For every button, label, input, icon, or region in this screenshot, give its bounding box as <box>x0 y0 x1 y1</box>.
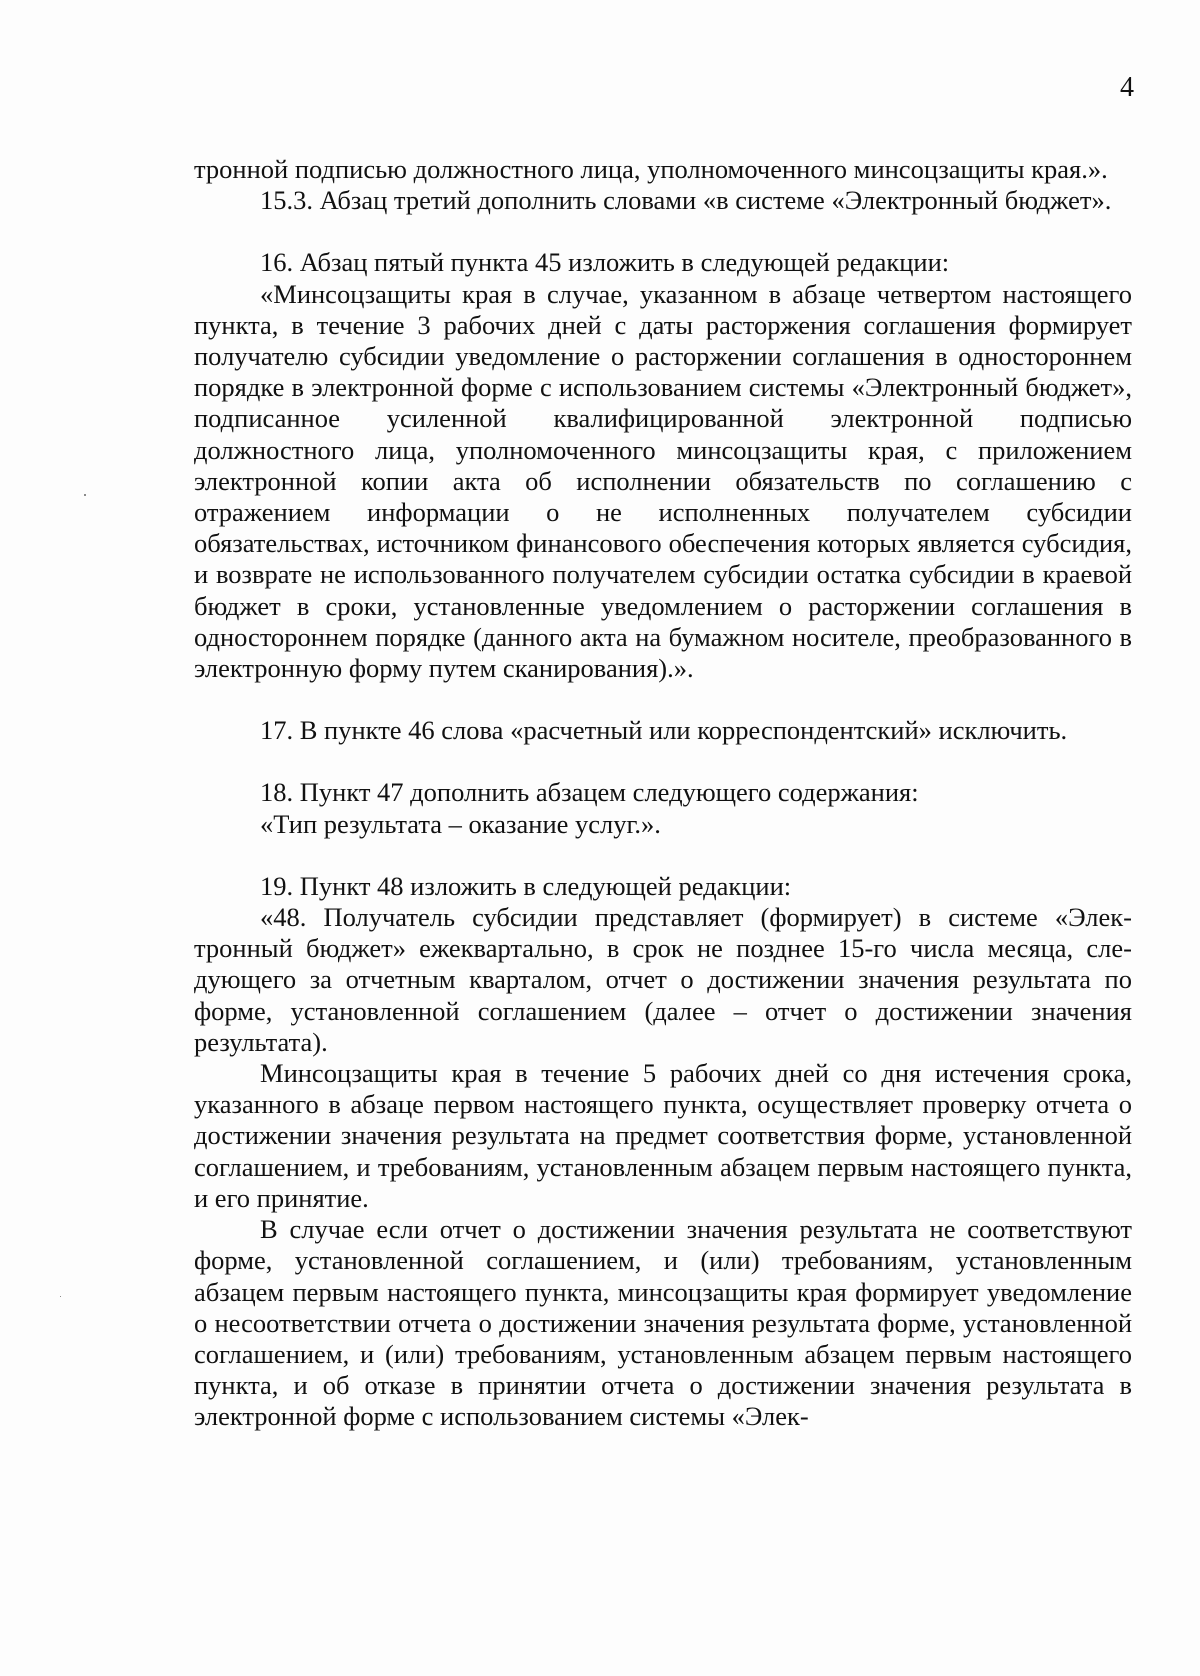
paragraph-continuation: тронной подписью должностного лица, уполномоченного минсоцзащиты края.». <box>194 154 1108 184</box>
paragraph-18-text: «Тип результата – оказание услуг.». <box>260 808 661 839</box>
scan-speck <box>84 494 86 496</box>
paragraph-16-text: «Минсоцзащиты края в случае, указанном в абзаце четвертом настоящего пункта, в течение 3 рабочих дней с даты расторжения соглашения формирует получателю субсидии уведомление о расторжении соглашения в одностороннем порядке в электронной форме с использованием системы «Электронный бюджет», подписанное усиленной квалифицированной электронной подписью должностного лица, уполномоченного минсоцзащиты края, с приложением электронной копии акта об исполнении обязательств по соглашению с отражением информации о не исполненных получателем субсидии обязательствах, источником финансового обеспечения которых является субсидия, и возврате не использованного получателем субсидии остатка субсидии в краевой бюджет в сроки, установленные уведомлением о расторжении соглашения в одностороннем порядке (данного акта на бумажном носителе, преобразованного в электронную форму путем сканирования).». <box>194 278 1132 684</box>
page-number: 4 <box>1120 72 1134 103</box>
paragraph-19-text-1: «48. Получатель субсидии представляет (формирует) в системе «Электронный бюджет» ежеквартально, в срок не позднее 15-го числа месяца, следующего за отчетным кварталом, отчет о достижении значения результата по форме, установленной соглашением (далее – отчет о достижении значения результата). <box>194 902 1132 1057</box>
paragraph-19-heading: 19. Пункт 48 изложить в следующей редакции: <box>260 870 792 901</box>
paragraph-19-text-2: Минсоцзащиты края в течение 5 рабочих дней со дня истечения срока, указанного в абзаце первом настоящего пункта, осуществляет проверку отчета о достижении значения результата на предмет соответствия форме, установленной соглашением, и требованиям, установленным абзацем первым настоящего пункта, и его принятие. <box>194 1058 1132 1213</box>
paragraph-16-heading: 16. Абзац пятый пункта 45 изложить в следующей редакции: <box>260 247 950 278</box>
paragraph-19-text-3: В случае если отчет о достижении значения результата не соответствуют форме, установленной соглашением, и (или) требованиям, установленным абзацем первым настоящего пункта, минсоцзащиты края формирует уведомление о несоответствии отчета о достижении значения результата форме, установленной соглашением, и (или) требованиям, установленным абзацем первым настоящего пункта, и об отказе в принятии отчета о достижении значения результата в электронной форме с использованием системы «Элек- <box>194 1214 1132 1432</box>
paragraph-18-heading: 18. Пункт 47 дополнить абзацем следующего содержания: <box>260 777 919 808</box>
document-body <box>194 154 1132 1433</box>
paragraph-15-3: 15.3. Абзац третий дополнить словами «в системе «Электронный бюджет». <box>260 185 1112 216</box>
paragraph-17: 17. В пункте 46 слова «расчетный или корреспондентский» исключить. <box>260 715 1068 746</box>
scan-speck <box>60 1296 61 1297</box>
